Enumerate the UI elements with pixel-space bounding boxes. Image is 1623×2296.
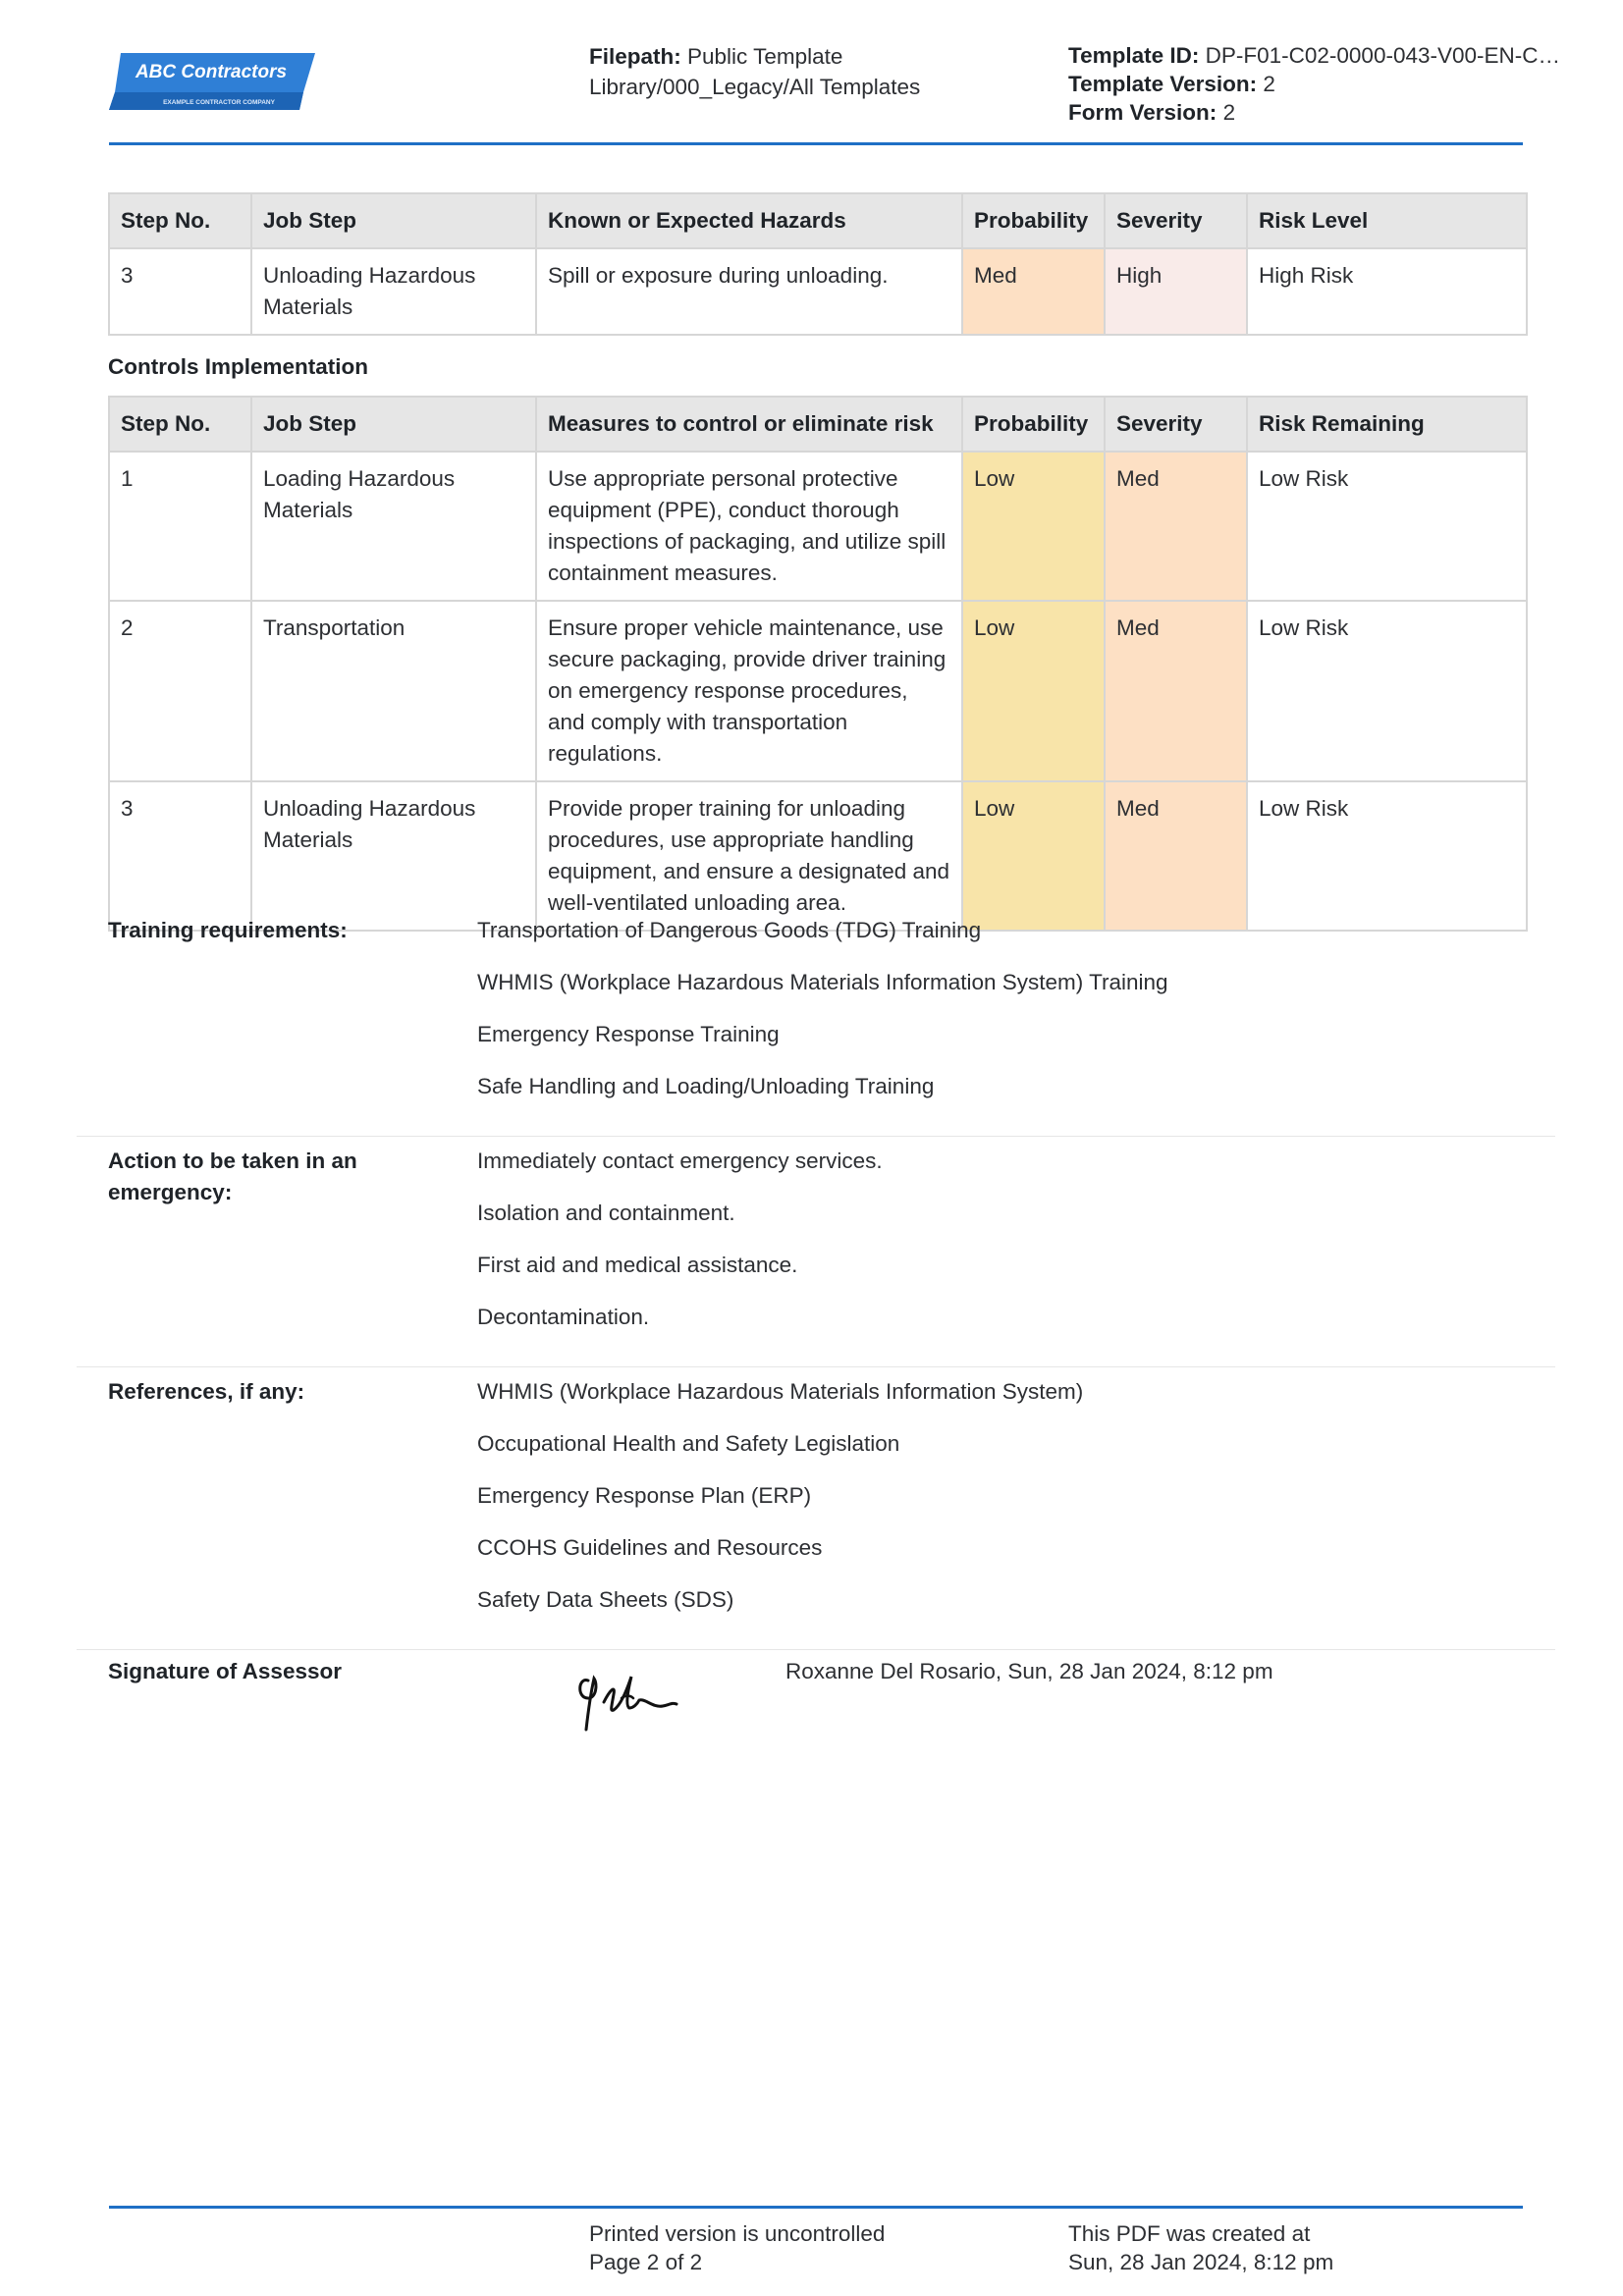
template-version-value: 2 xyxy=(1263,72,1275,96)
column-header: Severity xyxy=(1105,193,1247,248)
list-item: Emergency Response Plan (ERP) xyxy=(477,1483,812,1508)
severity: Med xyxy=(1105,601,1247,781)
table-header-row xyxy=(109,397,1527,452)
severity: High xyxy=(1105,248,1247,335)
column-header: Severity xyxy=(1105,397,1247,452)
footer-rule xyxy=(109,2206,1523,2209)
controls-title: Controls Implementation xyxy=(108,354,369,379)
signature-image xyxy=(574,1669,702,1737)
column-header: Risk Remaining xyxy=(1247,397,1527,452)
table-header-row xyxy=(109,193,1527,248)
list-item: Immediately contact emergency services. xyxy=(477,1148,883,1173)
severity: Med xyxy=(1105,452,1247,601)
column-header: Job Step xyxy=(251,193,536,248)
column-header: Step No. xyxy=(109,397,251,452)
step-number: 3 xyxy=(109,781,251,931)
created-value: Sun, 28 Jan 2024, 8:12 pm xyxy=(1068,2250,1334,2274)
created-label: This PDF was created at xyxy=(1068,2221,1311,2246)
list-item: Decontamination. xyxy=(477,1305,650,1329)
column-header: Measures to control or eliminate risk xyxy=(536,397,962,452)
control-measure: Ensure proper vehicle maintenance, use secure packaging, provide driver training on emergency response procedures, and comply with transportation regulations. xyxy=(536,601,962,781)
job-step: Unloading Hazardous Materials xyxy=(251,248,536,335)
probability: Med xyxy=(962,248,1105,335)
job-step: Transportation xyxy=(251,601,536,781)
training-label: Training requirements: xyxy=(108,918,348,942)
section-divider xyxy=(77,1649,1555,1650)
column-header: Probability xyxy=(962,193,1105,248)
risk-remaining: Low Risk xyxy=(1247,601,1527,781)
table-row xyxy=(109,452,1527,601)
column-header: Known or Expected Hazards xyxy=(536,193,962,248)
section-divider xyxy=(77,1136,1555,1137)
section-divider xyxy=(77,1366,1555,1367)
list-item: WHMIS (Workplace Hazardous Materials Information System) xyxy=(477,1379,1084,1404)
control-measure: Provide proper training for unloading procedures, use appropriate handling equipment, and ensure a designated and well-ventilated unloading area. xyxy=(536,781,962,931)
list-item: WHMIS (Workplace Hazardous Materials Information System) Training xyxy=(477,970,1168,994)
page-header xyxy=(109,37,1561,145)
job-step: Loading Hazardous Materials xyxy=(251,452,536,601)
table-row xyxy=(109,248,1527,335)
references-label: References, if any: xyxy=(108,1379,305,1404)
signature-label: Signature of Assessor xyxy=(108,1659,342,1683)
risk-remaining: Low Risk xyxy=(1247,781,1527,931)
company-logo xyxy=(109,53,315,114)
probability: Low xyxy=(962,601,1105,781)
column-header: Risk Level xyxy=(1247,193,1527,248)
form-version-value: 2 xyxy=(1222,100,1236,125)
template-id-label: Template ID: xyxy=(1068,43,1200,68)
probability: Low xyxy=(962,781,1105,931)
template-meta xyxy=(1068,41,1561,127)
template-version-label: Template Version: xyxy=(1068,72,1258,96)
control-measure: Use appropriate personal protective equipment (PPE), conduct thorough inspections of packaging, and utilize spill containment measures. xyxy=(536,452,962,601)
list-item: Isolation and containment. xyxy=(477,1201,735,1225)
filepath xyxy=(589,41,1051,102)
probability: Low xyxy=(962,452,1105,601)
uncontrolled-note: Printed version is uncontrolled xyxy=(589,2221,886,2246)
column-header: Job Step xyxy=(251,397,536,452)
list-item: First aid and medical assistance. xyxy=(477,1253,798,1277)
step-number: 2 xyxy=(109,601,251,781)
job-step: Unloading Hazardous Materials xyxy=(251,781,536,931)
filepath-label: Filepath: xyxy=(589,44,681,69)
filepath-value: Public Template Library/000_Legacy/All Templates xyxy=(589,44,921,99)
step-number: 3 xyxy=(109,248,251,335)
column-header: Step No. xyxy=(109,193,251,248)
references-list xyxy=(477,1376,1083,1636)
signature-details: Roxanne Del Rosario, Sun, 28 Jan 2024, 8:12 pm xyxy=(785,1659,1273,1683)
emergency-list xyxy=(477,1146,883,1354)
logo-name: ABC Contractors xyxy=(135,62,288,82)
list-item: Occupational Health and Safety Legislation xyxy=(477,1431,900,1456)
emergency-label: Action to be taken in an emergency: xyxy=(108,1148,357,1204)
list-item: Safety Data Sheets (SDS) xyxy=(477,1587,734,1612)
hazard: Spill or exposure during unloading. xyxy=(536,248,962,335)
logo-tagline: EXAMPLE CONTRACTOR COMPANY xyxy=(163,99,275,106)
training-list xyxy=(477,915,1168,1123)
header-rule xyxy=(109,142,1523,145)
list-item: Emergency Response Training xyxy=(477,1022,780,1046)
form-version-label: Form Version: xyxy=(1068,100,1217,125)
hazards-table xyxy=(108,192,1528,336)
controls-table xyxy=(108,396,1528,932)
risk-level: High Risk xyxy=(1247,248,1527,335)
page-number: Page 2 of 2 xyxy=(589,2250,703,2274)
list-item: CCOHS Guidelines and Resources xyxy=(477,1535,823,1560)
table-row xyxy=(109,601,1527,781)
list-item: Transportation of Dangerous Goods (TDG) Training xyxy=(477,918,982,942)
template-id-value: DP-F01-C02-0000-043-V00-EN-C… xyxy=(1205,43,1561,68)
step-number: 1 xyxy=(109,452,251,601)
column-header: Probability xyxy=(962,397,1105,452)
severity: Med xyxy=(1105,781,1247,931)
table-row xyxy=(109,781,1527,931)
list-item: Safe Handling and Loading/Unloading Training xyxy=(477,1074,935,1098)
risk-remaining: Low Risk xyxy=(1247,452,1527,601)
